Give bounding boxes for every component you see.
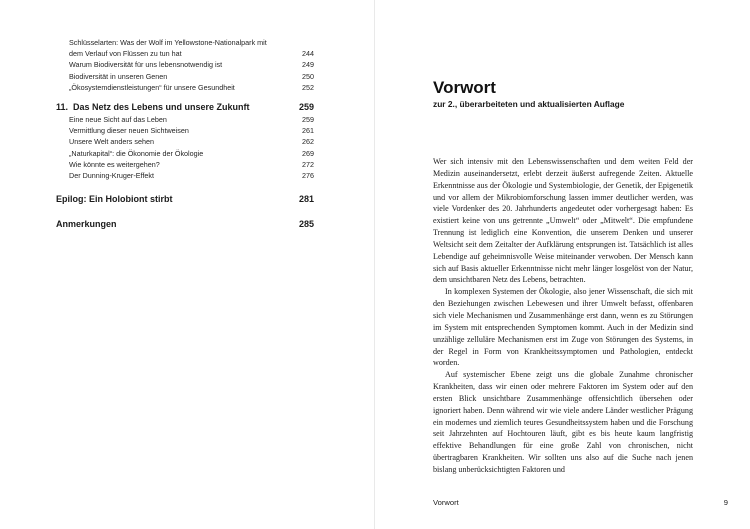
body-text xyxy=(433,156,693,476)
paragraph: Auf systemischer Ebene zeigt uns die globale Zunahme chronischer Krankheiten, dass wir einen oder mehrere Faktoren im System oder auf den ersten Blick unsichtbare Zusammenhänge offensichtlich übersehen oder ignoriert haben. Denn während wir wie viele andere Länder westlicher Prägung ein modernes und ziemlich teures Gesundheitssystem haben und die Forschung seit Jahrzehnten auf Hochtouren läuft, gibt es bis heute kaum langfristig effektive Behandlungen für eine große Zahl von chronischen, nicht übertragbaren Krankheiten. Wir sollten uns also auf die Suche nach jenen bislang unberücksichtigten Faktoren und xyxy=(433,370,693,474)
paragraph: Wer sich intensiv mit den Lebenswissenschaften und dem weiten Feld der Medizin auseinandersetzt, erlebt derzeit äußerst aufregende Zeiten. Aktuelle Erkenntnisse aus der Ökologie und Systembiologie, der Genetik, der Epigenetik und vor allem der Mikrobiomforschung lassen immer deutlicher werden, was viele Vordenker des 20. Jahrhunderts angedeutet oder vorhergesagt haben: Es existiert keine von uns getrennte „Umwelt“ oder „Mitwelt“. Die empfundene Trennung ist lediglich eine Konvention, die unserem Denken und unserer Weltsicht seit dem Zeitalter der Aufklärung entsprungen ist. Tatsächlich ist alles Lebendige auf geheimnisvolle Weise miteinander verwoben. Der Mensch kann sich auf Basis aktueller Erkenntnisse nicht mehr länger losgelöst von der Natur, dem unsichtbaren Netz des Lebens, betrachten. xyxy=(433,157,693,285)
toc-entry: Vermittlung dieser neuen Sichtweisen 261 xyxy=(69,126,314,136)
toc-entry: Unsere Welt anders sehen 262 xyxy=(69,137,314,147)
toc-entry: Der Dunning-Kruger-Effekt 276 xyxy=(69,171,314,181)
toc-chapter-heading xyxy=(56,101,314,114)
toc-entry: „Naturkapital“: die Ökonomie der Ökologie 269 xyxy=(69,148,314,158)
page-subtitle: zur 2., überarbeiteten und aktualisierten Auflage xyxy=(433,99,625,109)
toc-notes-heading: Anmerkungen 285 xyxy=(56,219,314,230)
page-title: Vorwort xyxy=(433,78,496,97)
table-of-contents xyxy=(56,37,314,231)
toc-entry: „Ökosystemdienstleistungen“ für unsere Gesundheit 252 xyxy=(69,82,314,92)
toc-entry: Biodiversität in unseren Genen 250 xyxy=(69,71,314,81)
toc-epilog-heading: Epilog: Ein Holobiont stirbt 281 xyxy=(56,194,314,205)
paragraph: In komplexen Systemen der Ökologie, also jener Wissenschaft, die sich mit den Beziehungen zwischen Lebewesen und ihrer Umwelt befasst, offenbaren sich viele Mechanismen und Zusammenhänge erst dann, wenn es zu Störungen im System mit entsprechenden Symptomen kommt. Auch in der Medizin sind unzählige zelluläre Mechanismen erst im Zuge von Störungen des Systems, in der Regel in Form von Krankheitssymptomen und Pathologien, entdeckt worden. xyxy=(433,287,693,368)
toc-entry: Warum Biodiversität für uns lebensnotwendig ist 249 xyxy=(69,60,314,70)
toc-entry: dem Verlauf von Flüssen zu tun hat 244 xyxy=(69,49,314,59)
page-number: 9 xyxy=(723,498,728,507)
toc-entry: Schlüsselarten: Was der Wolf im Yellowstone-Nationalpark mit xyxy=(69,38,267,47)
chapter-number: 11. xyxy=(56,102,69,113)
running-footer: Vorwort xyxy=(433,498,459,507)
toc-entry: Wie könnte es weitergehen? 272 xyxy=(69,159,314,169)
chapter-page: 259 xyxy=(298,102,314,113)
toc-entry: Eine neue Sicht auf das Leben 259 xyxy=(69,115,314,125)
chapter-title: Das Netz des Lebens und unsere Zukunft xyxy=(73,102,250,113)
